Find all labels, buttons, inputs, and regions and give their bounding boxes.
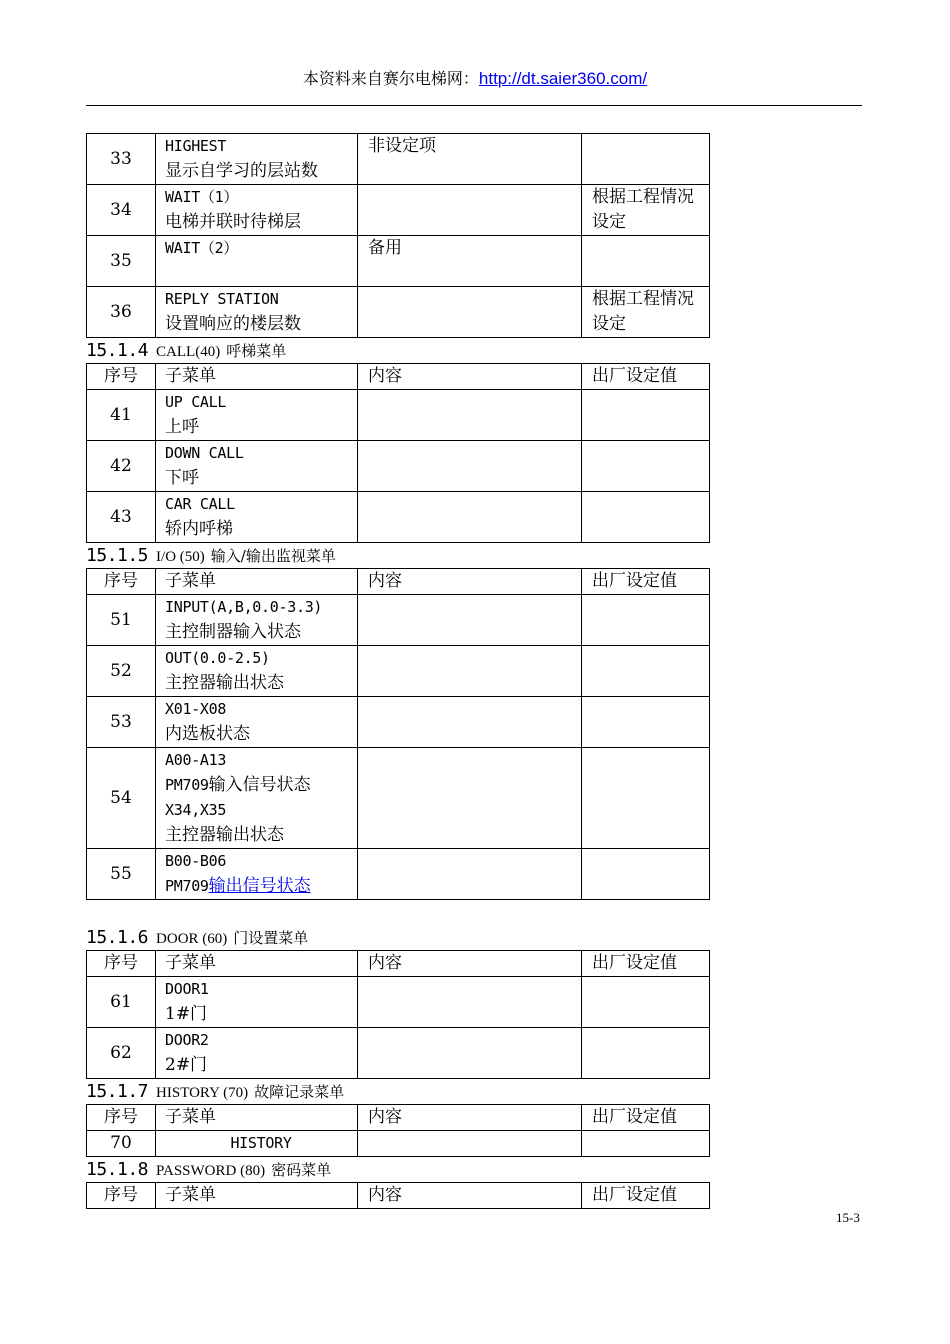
table-row xyxy=(87,748,710,849)
content-cell xyxy=(358,390,582,441)
section-code: I/O (50) xyxy=(156,549,205,565)
content-cell xyxy=(358,748,582,849)
section-number: 15.1.7 xyxy=(86,1081,149,1102)
factory-cell xyxy=(582,287,710,338)
content-cell xyxy=(358,1131,582,1157)
factory-cell xyxy=(582,1028,710,1079)
submenu-code: UP CALL xyxy=(165,393,227,411)
io-table xyxy=(86,568,710,900)
factory-cell xyxy=(582,390,710,441)
col-header-no: 序号 xyxy=(87,1105,156,1131)
factory-cell xyxy=(582,441,710,492)
section-heading-io xyxy=(86,543,710,568)
content-cell: 非设定项 xyxy=(358,134,582,185)
submenu-cell xyxy=(156,287,358,338)
row-number: 52 xyxy=(87,646,156,697)
table-row xyxy=(87,646,710,697)
col-header-content: 内容 xyxy=(358,1183,582,1209)
submenu-code: WAIT（2） xyxy=(165,239,239,257)
row-number: 36 xyxy=(87,287,156,338)
submenu-code: CAR CALL xyxy=(165,495,235,513)
submenu-desc xyxy=(165,874,357,899)
submenu-desc: 设置响应的楼层数 xyxy=(165,314,301,334)
content-cell xyxy=(358,646,582,697)
factory-line1: 根据工程情况 xyxy=(592,187,694,207)
factory-cell xyxy=(582,236,710,287)
col-header-content: 内容 xyxy=(358,1105,582,1131)
row-number: 61 xyxy=(87,977,156,1028)
section-heading-password xyxy=(86,1157,710,1182)
row-number: 54 xyxy=(87,748,156,849)
content-cell xyxy=(358,977,582,1028)
table-row xyxy=(87,287,710,338)
submenu-cell xyxy=(156,185,358,236)
header-link[interactable]: http://dt.saier360.com/ xyxy=(478,69,648,88)
row-number: 51 xyxy=(87,595,156,646)
submenu-cell xyxy=(156,236,358,287)
submenu-cell xyxy=(156,977,358,1028)
table-row xyxy=(87,1028,710,1079)
page-header xyxy=(0,66,950,89)
table-row xyxy=(87,492,710,543)
model-desc: 输入信号状态 xyxy=(208,775,311,795)
col-header-no: 序号 xyxy=(87,569,156,595)
submenu-code: REPLY STATION xyxy=(165,290,279,308)
col-header-content: 内容 xyxy=(358,364,582,390)
submenu-cell xyxy=(156,492,358,543)
header-rule xyxy=(86,105,862,106)
row-number: 42 xyxy=(87,441,156,492)
submenu-cell xyxy=(156,748,358,849)
submenu-code: DOOR1 xyxy=(165,980,209,998)
section-code: CALL(40) xyxy=(156,344,221,360)
factory-line2: 设定 xyxy=(592,212,626,232)
settings-table xyxy=(86,133,710,338)
col-header-submenu: 子菜单 xyxy=(156,569,358,595)
submenu-desc: 1#门 xyxy=(165,1004,208,1024)
factory-cell xyxy=(582,595,710,646)
submenu-code: DOOR2 xyxy=(165,1031,209,1049)
col-header-submenu: 子菜单 xyxy=(156,1183,358,1209)
table-header-row xyxy=(87,569,710,595)
document-body xyxy=(86,133,710,1209)
section-number: 15.1.5 xyxy=(86,545,149,566)
factory-cell xyxy=(582,1131,710,1157)
submenu-code: WAIT（1） xyxy=(165,188,239,206)
call-table xyxy=(86,363,710,543)
row-number: 70 xyxy=(87,1131,156,1157)
col-header-submenu: 子菜单 xyxy=(156,1105,358,1131)
table-row xyxy=(87,595,710,646)
door-table xyxy=(86,950,710,1079)
content-cell xyxy=(358,185,582,236)
content-cell: 备用 xyxy=(358,236,582,287)
submenu-desc: 2#门 xyxy=(165,1055,208,1075)
factory-cell xyxy=(582,134,710,185)
section-code: HISTORY (70) xyxy=(156,1085,249,1101)
output-signal-link[interactable]: 输出信号状态 xyxy=(208,876,311,896)
submenu-desc: 内选板状态 xyxy=(165,724,250,744)
model-code: PM709 xyxy=(165,877,209,895)
submenu-code: OUT(0.0-2.5) xyxy=(165,649,270,667)
table-header-row xyxy=(87,1183,710,1209)
submenu-code: B00-B06 xyxy=(165,852,227,870)
row-number: 53 xyxy=(87,697,156,748)
submenu-cell xyxy=(156,646,358,697)
submenu-cell xyxy=(156,697,358,748)
submenu-code: X01-X08 xyxy=(165,700,227,718)
col-header-content: 内容 xyxy=(358,569,582,595)
section-heading-door xyxy=(86,925,710,950)
table-row xyxy=(87,1131,710,1157)
section-title: 故障记录菜单 xyxy=(254,1083,345,1101)
factory-cell xyxy=(582,697,710,748)
factory-cell xyxy=(582,185,710,236)
header-prefix: 本资料来自赛尔电梯网： xyxy=(302,69,479,88)
row-number: 43 xyxy=(87,492,156,543)
table-row xyxy=(87,390,710,441)
table-header-row xyxy=(87,1105,710,1131)
submenu-code: X34,X35 xyxy=(165,801,227,819)
submenu-desc: 轿内呼梯 xyxy=(165,519,233,539)
factory-cell xyxy=(582,748,710,849)
submenu-code: A00-A13 xyxy=(165,751,227,769)
submenu-cell xyxy=(156,1131,358,1157)
row-number: 41 xyxy=(87,390,156,441)
history-table xyxy=(86,1104,710,1157)
page-number: 15-3 xyxy=(836,1210,860,1225)
factory-cell xyxy=(582,849,710,900)
section-code: DOOR (60) xyxy=(156,931,228,947)
section-heading-call xyxy=(86,338,710,363)
submenu-desc: 主控器输出状态 xyxy=(165,673,284,693)
row-number: 34 xyxy=(87,185,156,236)
section-heading-history xyxy=(86,1079,710,1104)
table-row xyxy=(87,697,710,748)
submenu-desc: 下呼 xyxy=(165,468,199,488)
factory-line2: 设定 xyxy=(592,314,626,334)
content-cell xyxy=(358,697,582,748)
col-header-content: 内容 xyxy=(358,951,582,977)
submenu-code: HISTORY xyxy=(230,1134,292,1152)
row-number: 33 xyxy=(87,134,156,185)
col-header-factory: 出厂设定值 xyxy=(582,1105,710,1131)
section-title: 密码菜单 xyxy=(271,1161,332,1179)
col-header-submenu: 子菜单 xyxy=(156,364,358,390)
submenu-code: INPUT(A,B,0.0-3.3) xyxy=(165,598,323,616)
submenu-cell xyxy=(156,1028,358,1079)
submenu-cell xyxy=(156,134,358,185)
col-header-factory: 出厂设定值 xyxy=(582,364,710,390)
table-row xyxy=(87,977,710,1028)
col-header-factory: 出厂设定值 xyxy=(582,951,710,977)
table-row xyxy=(87,441,710,492)
col-header-no: 序号 xyxy=(87,364,156,390)
submenu-code: HIGHEST xyxy=(165,137,227,155)
submenu-cell xyxy=(156,595,358,646)
submenu-cell xyxy=(156,390,358,441)
submenu-desc: 上呼 xyxy=(165,417,199,437)
submenu-cell xyxy=(156,441,358,492)
factory-cell xyxy=(582,646,710,697)
section-title: 输入/输出监视菜单 xyxy=(210,547,336,565)
row-number: 55 xyxy=(87,849,156,900)
section-number: 15.1.4 xyxy=(86,340,149,361)
model-code: PM709 xyxy=(165,776,209,794)
table-row xyxy=(87,185,710,236)
content-cell xyxy=(358,1028,582,1079)
table-row xyxy=(87,236,710,287)
table-row xyxy=(87,134,710,185)
section-title: 门设置菜单 xyxy=(233,929,309,947)
section-number: 15.1.8 xyxy=(86,1159,149,1180)
submenu-desc: 显示自学习的层站数 xyxy=(165,161,318,181)
col-header-factory: 出厂设定值 xyxy=(582,569,710,595)
section-title: 呼梯菜单 xyxy=(226,342,287,360)
content-cell xyxy=(358,441,582,492)
factory-cell xyxy=(582,977,710,1028)
row-number: 35 xyxy=(87,236,156,287)
row-number: 62 xyxy=(87,1028,156,1079)
col-header-factory: 出厂设定值 xyxy=(582,1183,710,1209)
submenu-desc: 电梯并联时待梯层 xyxy=(165,212,301,232)
submenu-cell xyxy=(156,849,358,900)
factory-line1: 根据工程情况 xyxy=(592,289,694,309)
submenu-desc: 主控制器输入状态 xyxy=(165,622,301,642)
content-cell xyxy=(358,287,582,338)
col-header-submenu: 子菜单 xyxy=(156,951,358,977)
table-row xyxy=(87,849,710,900)
col-header-no: 序号 xyxy=(87,951,156,977)
password-table xyxy=(86,1182,710,1209)
table-header-row xyxy=(87,951,710,977)
content-cell xyxy=(358,595,582,646)
table-header-row xyxy=(87,364,710,390)
spacer xyxy=(86,900,710,925)
content-cell xyxy=(358,849,582,900)
section-code: PASSWORD (80) xyxy=(156,1163,266,1179)
content-cell xyxy=(358,492,582,543)
factory-cell xyxy=(582,492,710,543)
submenu-desc: 主控器输出状态 xyxy=(165,825,284,845)
col-header-no: 序号 xyxy=(87,1183,156,1209)
submenu-code: DOWN CALL xyxy=(165,444,244,462)
submenu-desc xyxy=(165,773,357,798)
section-number: 15.1.6 xyxy=(86,927,149,948)
